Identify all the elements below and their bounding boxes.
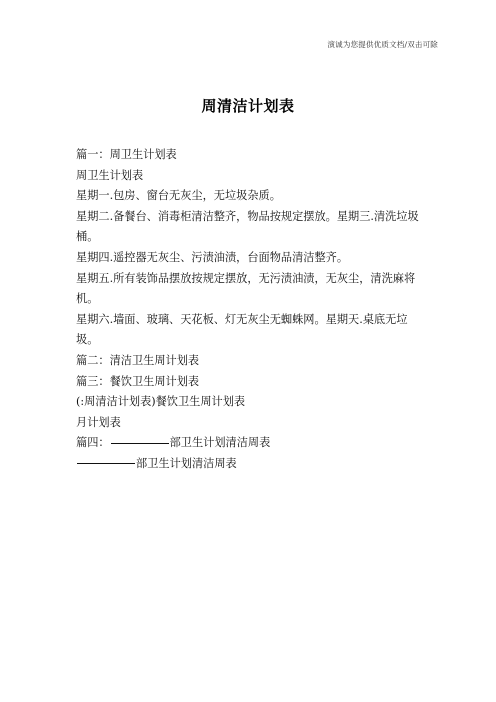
paragraph: (:周清洁计划表)餐饮卫生周计划表 bbox=[76, 395, 246, 409]
paragraph: 月计划表 bbox=[76, 415, 121, 429]
blank-rule bbox=[111, 443, 169, 444]
paragraph-last bbox=[76, 454, 420, 475]
document-title: 周清洁计划表 bbox=[201, 97, 295, 115]
paragraph: 星期五.所有装饰品摆放按规定摆放，无污渍油渍，无灰尘，清洗麻将机。 bbox=[76, 271, 416, 306]
pian4-prefix: 篇四： bbox=[76, 436, 110, 450]
paragraph: 星期二.备餐台、消毒柜清洁整齐，物品按规定摆放。星期三.清洗垃圾桶。 bbox=[76, 209, 419, 244]
document-body bbox=[76, 145, 420, 475]
header-note: 演诚为您提供优质文档/双击可除 bbox=[327, 40, 438, 49]
paragraph: 星期六.墙面、玻璃、天花板、灯无灰尘无蜘蛛网。星期天.桌底无垃圾。 bbox=[76, 312, 408, 347]
paragraph: 星期四.遥控器无灰尘、污渍油渍，台面物品清洁整齐。 bbox=[76, 250, 349, 264]
paragraph: 星期一.包房、窗台无灰尘，无垃圾杂质。 bbox=[76, 189, 281, 203]
last-suffix: 部卫生计划清洁周表 bbox=[136, 456, 237, 470]
paragraph: 周卫生计划表 bbox=[76, 168, 144, 182]
paragraph: 篇一：周卫生计划表 bbox=[76, 148, 177, 161]
blank-rule bbox=[77, 463, 135, 464]
paragraph-pian4 bbox=[76, 433, 420, 454]
paragraph: 篇二：清洁卫生周计划表 bbox=[76, 353, 200, 367]
pian4-suffix: 部卫生计划清洁周表 bbox=[169, 436, 271, 450]
paragraph: 篇三：餐饮卫生周计划表 bbox=[76, 374, 200, 388]
